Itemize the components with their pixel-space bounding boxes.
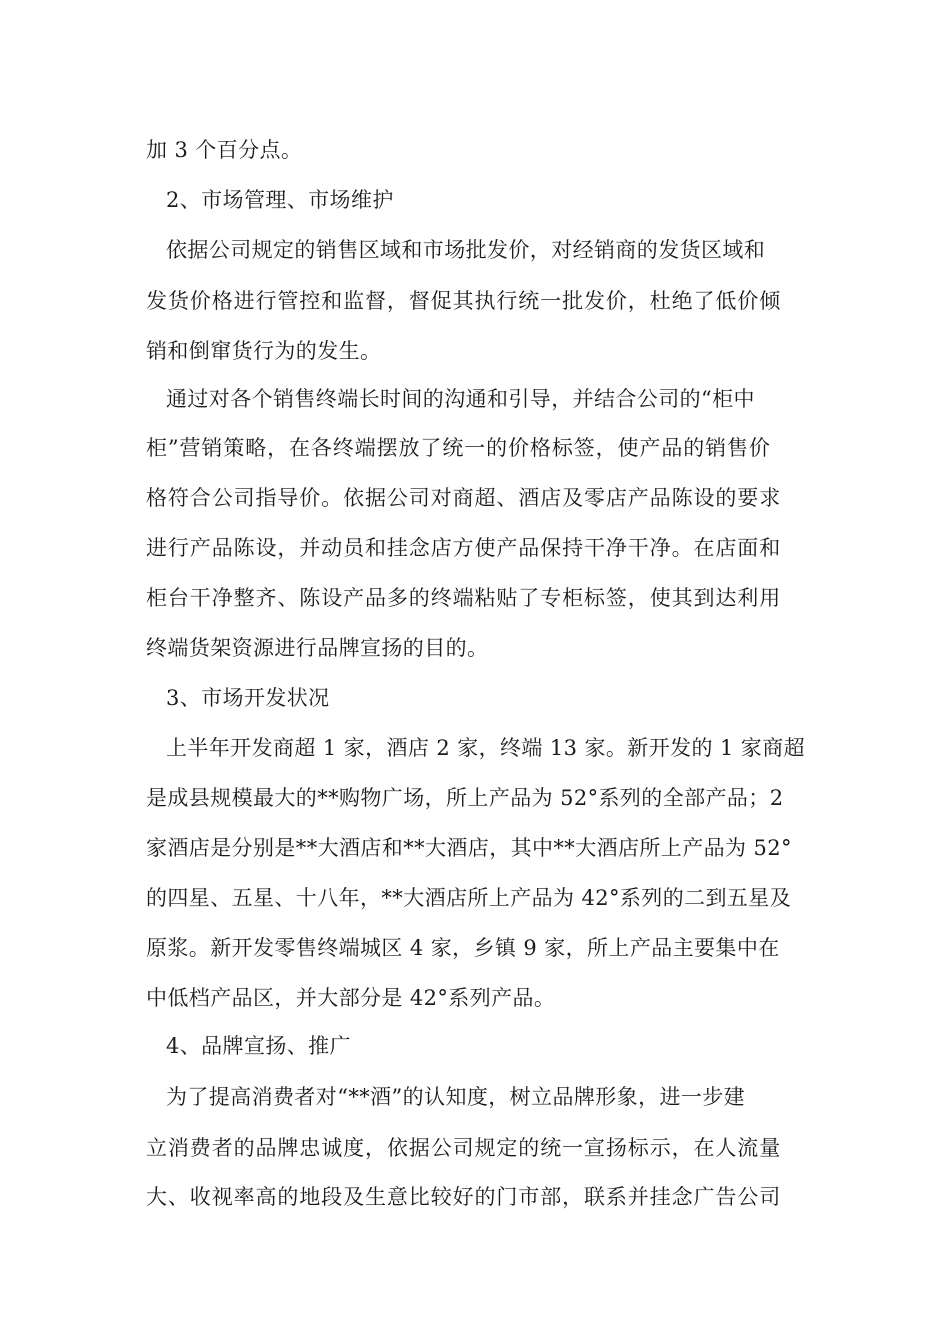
text-line: 中低档产品区，并大部分是 42°系列产品。: [146, 986, 556, 1010]
text-line: 原浆。新开发零售终端城区 4 家，乡镇 9 家，所上产品主要集中在: [146, 936, 780, 960]
text-line: 进行产品陈设，并动员和挂念店方使产品保持干净干净。在店面和: [146, 536, 782, 560]
text-line: 终端货架资源进行品牌宣扬的目的。: [146, 636, 489, 660]
text-line: 为了提高消费者对“**酒”的认知度，树立品牌形象，进一步建: [166, 1085, 746, 1109]
text-line: 上半年开发商超 1 家，酒店 2 家，终端 13 家。新开发的 1 家商超: [166, 736, 806, 760]
text-line: 大、收视率高的地段及生意比较好的门市部，联系并挂念广告公司: [146, 1185, 782, 1209]
text-line: 依据公司规定的销售区域和市场批发价，对经销商的发货区域和: [166, 238, 766, 262]
text-line: 通过对各个销售终端长时间的沟通和引导，并结合公司的“柜中: [166, 387, 755, 411]
text-line: 是成县规模最大的**购物广场，所上产品为 52°系列的全部产品；2: [146, 786, 784, 810]
text-line: 发货价格进行管控和监督，督促其执行统一批发价，杜绝了低价倾: [146, 289, 782, 313]
text-line: 加 3 个百分点。: [146, 138, 303, 162]
text-line: 家酒店是分别是**大酒店和**大酒店，其中**大酒店所上产品为 52°: [146, 836, 792, 860]
text-line: 柜台干净整齐、陈设产品多的终端粘贴了专柜标签，使其到达利用: [146, 586, 782, 610]
section-heading: 4、品牌宣扬、推广: [166, 1034, 351, 1058]
section-heading: 2、市场管理、市场维护: [166, 188, 394, 212]
section-heading: 3、市场开发状况: [166, 686, 330, 710]
text-line: 格符合公司指导价。依据公司对商超、酒店及零店产品陈设的要求: [146, 486, 782, 510]
text-line: 销和倒窜货行为的发生。: [146, 339, 382, 363]
text-line: 柜”营销策略，在各终端摆放了统一的价格标签，使产品的销售价: [146, 436, 771, 460]
text-line: 立消费者的品牌忠诚度，依据公司规定的统一宣扬标示，在人流量: [146, 1136, 782, 1160]
text-line: 的四星、五星、十八年，**大酒店所上产品为 42°系列的二到五星及: [146, 886, 792, 910]
